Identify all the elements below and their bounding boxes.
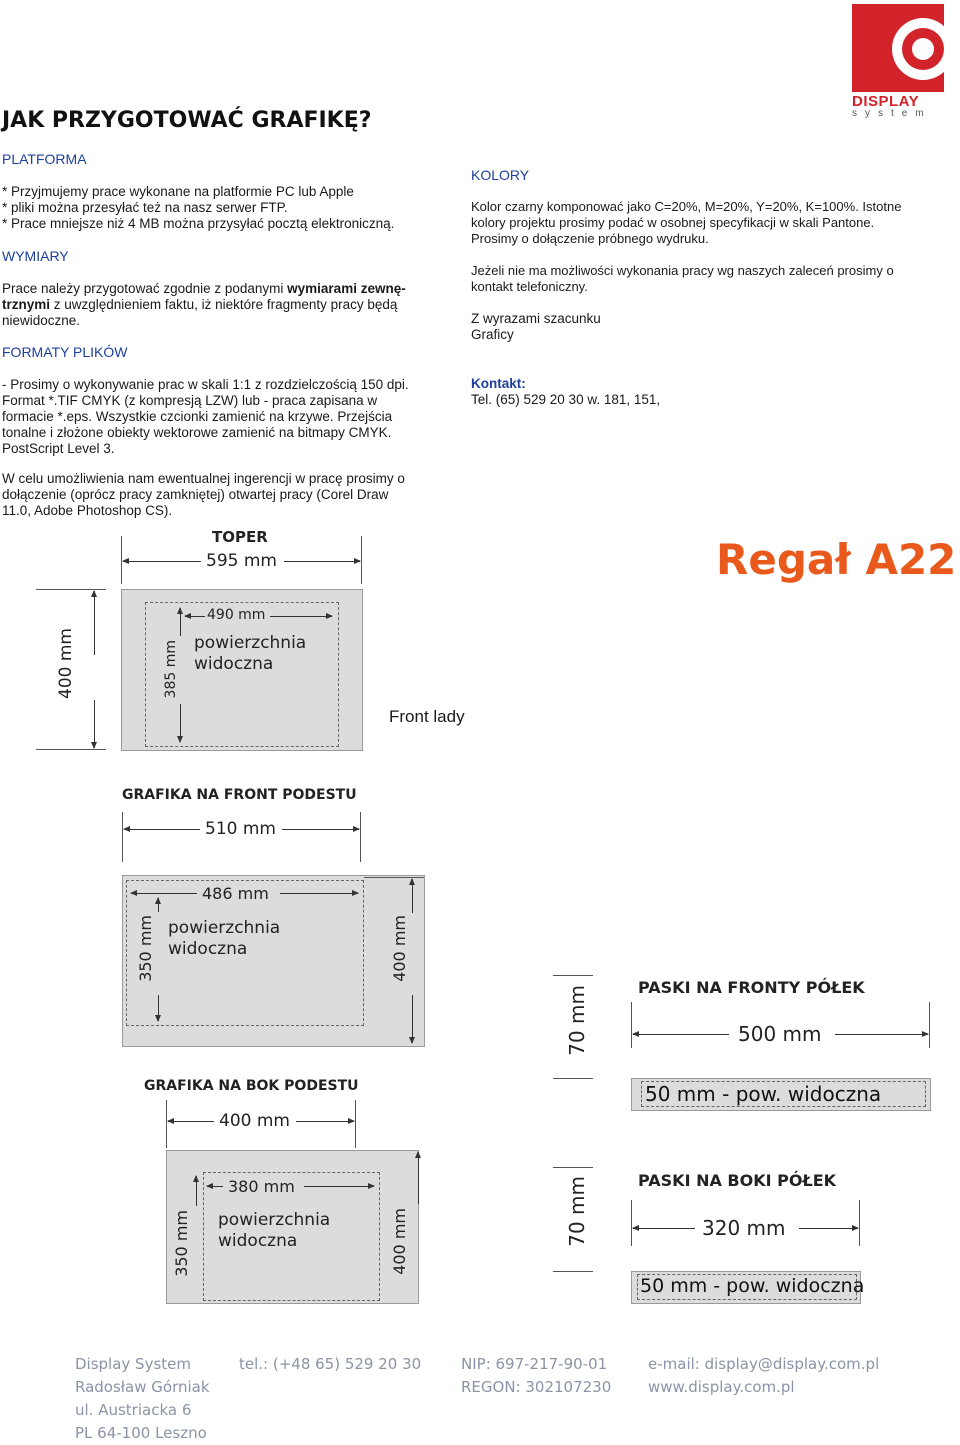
dim-line: [185, 616, 205, 617]
toper-inner-width: 490 mm: [207, 607, 266, 623]
toper-caption: Front lady: [389, 707, 465, 726]
kolory-line: kolory projektu prosimy podać w osobnej specyfikacji w skali Pantone.: [471, 215, 875, 230]
dim-line: [418, 1152, 419, 1204]
visible-line: powierzchnia: [218, 1210, 331, 1230]
dim-line: [284, 561, 360, 562]
front-width: 510 mm: [205, 819, 276, 839]
dim-tick: [553, 1167, 593, 1168]
front-inner-width: 486 mm: [202, 884, 269, 903]
bok-height: 400 mm: [390, 1208, 409, 1275]
fronty-width: 500 mm: [738, 1022, 822, 1046]
footer-line: tel.: (+48 65) 529 20 30: [239, 1355, 422, 1373]
note-line: dołączenie (oprócz pracy zamkniętej) otwartej pracy (Corel Draw: [2, 487, 389, 502]
dim-line: [131, 893, 197, 894]
footer-line: REGON: 302107230: [461, 1378, 612, 1396]
dim-line: [158, 995, 159, 1021]
dim-line: [158, 898, 159, 912]
fronty-visible: 50 mm - pow. widoczna: [645, 1082, 882, 1106]
front-podestu-label: GRAFIKA NA FRONT PODESTU: [122, 787, 357, 803]
wymiary-post: z uwzględnieniem faktu, iż niektóre fragmenty pracy będą: [50, 297, 398, 312]
dim-line: [180, 608, 181, 636]
display-system-logo: [852, 4, 952, 124]
contact-tel: Tel. (65) 529 20 30 w. 181, 151,: [471, 392, 661, 407]
dim-line: [123, 561, 201, 562]
note-line: 11.0, Adobe Photoshop CS).: [2, 503, 173, 518]
logo-brand: DISPLAY: [852, 93, 920, 110]
dim-line: [412, 879, 413, 913]
dim-line: [207, 1186, 223, 1187]
dim-line: [799, 1228, 858, 1229]
bok-inner-height: 350 mm: [172, 1210, 191, 1277]
boki-height: 70 mm: [565, 1176, 589, 1247]
logo-mark: [852, 4, 944, 92]
bok-podestu-label: GRAFIKA NA BOK PODESTU: [144, 1078, 359, 1094]
dim-line: [633, 1034, 729, 1035]
wymiary-heading: WYMIARY: [2, 248, 69, 264]
dim-tick: [631, 1200, 632, 1246]
platforma-heading: PLATFORMA: [2, 151, 87, 167]
logo-sub: system: [852, 108, 932, 119]
kolory-line: Prosimy o dołączenie próbnego wydruku.: [471, 231, 709, 246]
front-inner-height: 350 mm: [136, 915, 155, 982]
dim-line: [304, 1186, 374, 1187]
boki-visible: 50 mm - pow. widoczna: [640, 1275, 865, 1297]
dim-line: [94, 591, 95, 655]
closing: [471, 311, 601, 343]
dim-line: [168, 1121, 214, 1122]
dim-tick: [631, 1002, 632, 1048]
formaty-line: - Prosimy o wykonywanie prac w skali 1:1 z rozdzielczością 150 dpi.: [2, 377, 409, 392]
footer-line: ul. Austriacka 6: [75, 1401, 192, 1419]
platforma-line: * pliki można przesyłać też na nasz serwer FTP.: [2, 200, 288, 215]
platforma-text: [2, 184, 394, 232]
kolory-heading: KOLORY: [471, 167, 530, 183]
platforma-line: * Prace mniejsze niż 4 MB można przysyłać pocztą elektroniczną.: [2, 216, 395, 231]
dim-tick: [360, 812, 361, 862]
dim-tick: [355, 1100, 356, 1148]
toper-height: 400 mm: [56, 628, 76, 699]
footer-tax: [461, 1353, 611, 1399]
dim-line: [633, 1228, 695, 1229]
footer-contact: [648, 1353, 879, 1399]
dim-line: [270, 616, 332, 617]
bok-visible-label: [218, 1210, 330, 1252]
toper-inner-height: 385 mm: [163, 640, 179, 699]
dim-tick: [929, 1002, 930, 1048]
kolory-text-2: [471, 263, 894, 295]
kolory-line: kontakt telefoniczny.: [471, 279, 588, 294]
toper-width: 595 mm: [206, 551, 277, 571]
kolory-text: [471, 199, 901, 247]
dim-line: [282, 829, 359, 830]
footer-line: Display System: [75, 1355, 191, 1373]
formaty-line: formacie *.eps. Wszystkie czcionki zamienić na krzywe. Przejścia: [2, 409, 393, 424]
dim-line: [296, 1121, 354, 1122]
kolory-line: Kolor czarny komponować jako C=20%, M=20%, Y=20%, K=100%. Istotne: [471, 199, 902, 214]
dim-line: [94, 700, 95, 748]
dim-tick: [553, 1078, 593, 1079]
footer-line: Radosław Górniak: [75, 1378, 210, 1396]
note-line: W celu umożliwienia nam ewentualnej ingerencji w pracę prosimy o: [2, 471, 405, 486]
visible-line: widoczna: [218, 1231, 298, 1251]
bok-width: 400 mm: [219, 1111, 290, 1131]
footer-website-link[interactable]: www.display.com.pl: [648, 1378, 795, 1396]
bok-inner-width: 380 mm: [228, 1177, 295, 1196]
front-height: 400 mm: [390, 915, 409, 982]
front-visible-label: [168, 918, 280, 960]
closing-line: Graficy: [471, 327, 514, 342]
dim-tick: [361, 536, 362, 584]
footer-email-link[interactable]: e-mail: display@display.com.pl: [648, 1355, 880, 1373]
wymiary-bold: trznymi: [2, 297, 51, 312]
footer-company: [75, 1353, 210, 1445]
dim-tick: [122, 812, 123, 862]
paski-boki-label: PASKI NA BOKI PÓŁEK: [638, 1171, 837, 1190]
page-title: JAK PRZYGOTOWAĆ GRAFIKĘ?: [2, 108, 372, 133]
wymiary-text: [2, 281, 442, 329]
dim-tick: [859, 1200, 860, 1246]
dim-tick: [553, 1271, 593, 1272]
toper-label: TOPER: [212, 528, 268, 546]
dim-line: [280, 893, 358, 894]
dim-tick: [364, 877, 424, 878]
formaty-line: Format *.TIF CMYK (z kompresją LZW) lub - praca zapisana w: [2, 393, 378, 408]
formaty-heading: FORMATY PLIKÓW: [2, 344, 128, 360]
dim-line: [180, 704, 181, 742]
footer-line: NIP: 697-217-90-01: [461, 1355, 608, 1373]
dim-tick: [36, 749, 106, 750]
wymiary-last: niewidoczne.: [2, 313, 81, 328]
closing-line: Z wyrazami szacunku: [471, 311, 601, 326]
dim-line: [196, 1176, 197, 1206]
footer-line: PL 64-100 Leszno: [75, 1424, 207, 1442]
formaty-note: [2, 471, 405, 519]
formaty-text: [2, 377, 409, 457]
footer-phone: [239, 1353, 421, 1376]
boki-width: 320 mm: [702, 1216, 786, 1240]
dim-tick: [166, 1100, 167, 1148]
dim-line: [124, 829, 200, 830]
platforma-line: * Przyjmujemy prace wykonane na platformie PC lub Apple: [2, 184, 354, 199]
visible-line: powierzchnia: [168, 918, 281, 938]
dim-tick: [553, 975, 593, 976]
kolory-line: Jeżeli nie ma możliwości wykonania pracy wg naszych zaleceń prosimy o: [471, 263, 894, 278]
wymiary-pre: Prace należy przygotować zgodnie z podanymi: [2, 281, 288, 296]
visible-line: widoczna: [168, 939, 248, 959]
dim-line: [412, 995, 413, 1043]
dim-line: [835, 1034, 928, 1035]
contact-label: Kontakt:: [471, 376, 526, 391]
toper-visible-label: [194, 633, 306, 675]
formaty-line: PostScript Level 3.: [2, 441, 115, 456]
wymiary-bold: wymiarami zewnę-: [287, 281, 406, 296]
product-title: Regał A22: [716, 535, 957, 584]
formaty-line: tonalne i złożone obiekty wektorowe zamienić na bitmapy CMYK.: [2, 425, 392, 440]
paski-fronty-label: PASKI NA FRONTY PÓŁEK: [638, 978, 865, 997]
visible-line: powierzchnia: [194, 633, 307, 653]
visible-line: widoczna: [194, 654, 274, 674]
fronty-height: 70 mm: [565, 985, 589, 1056]
